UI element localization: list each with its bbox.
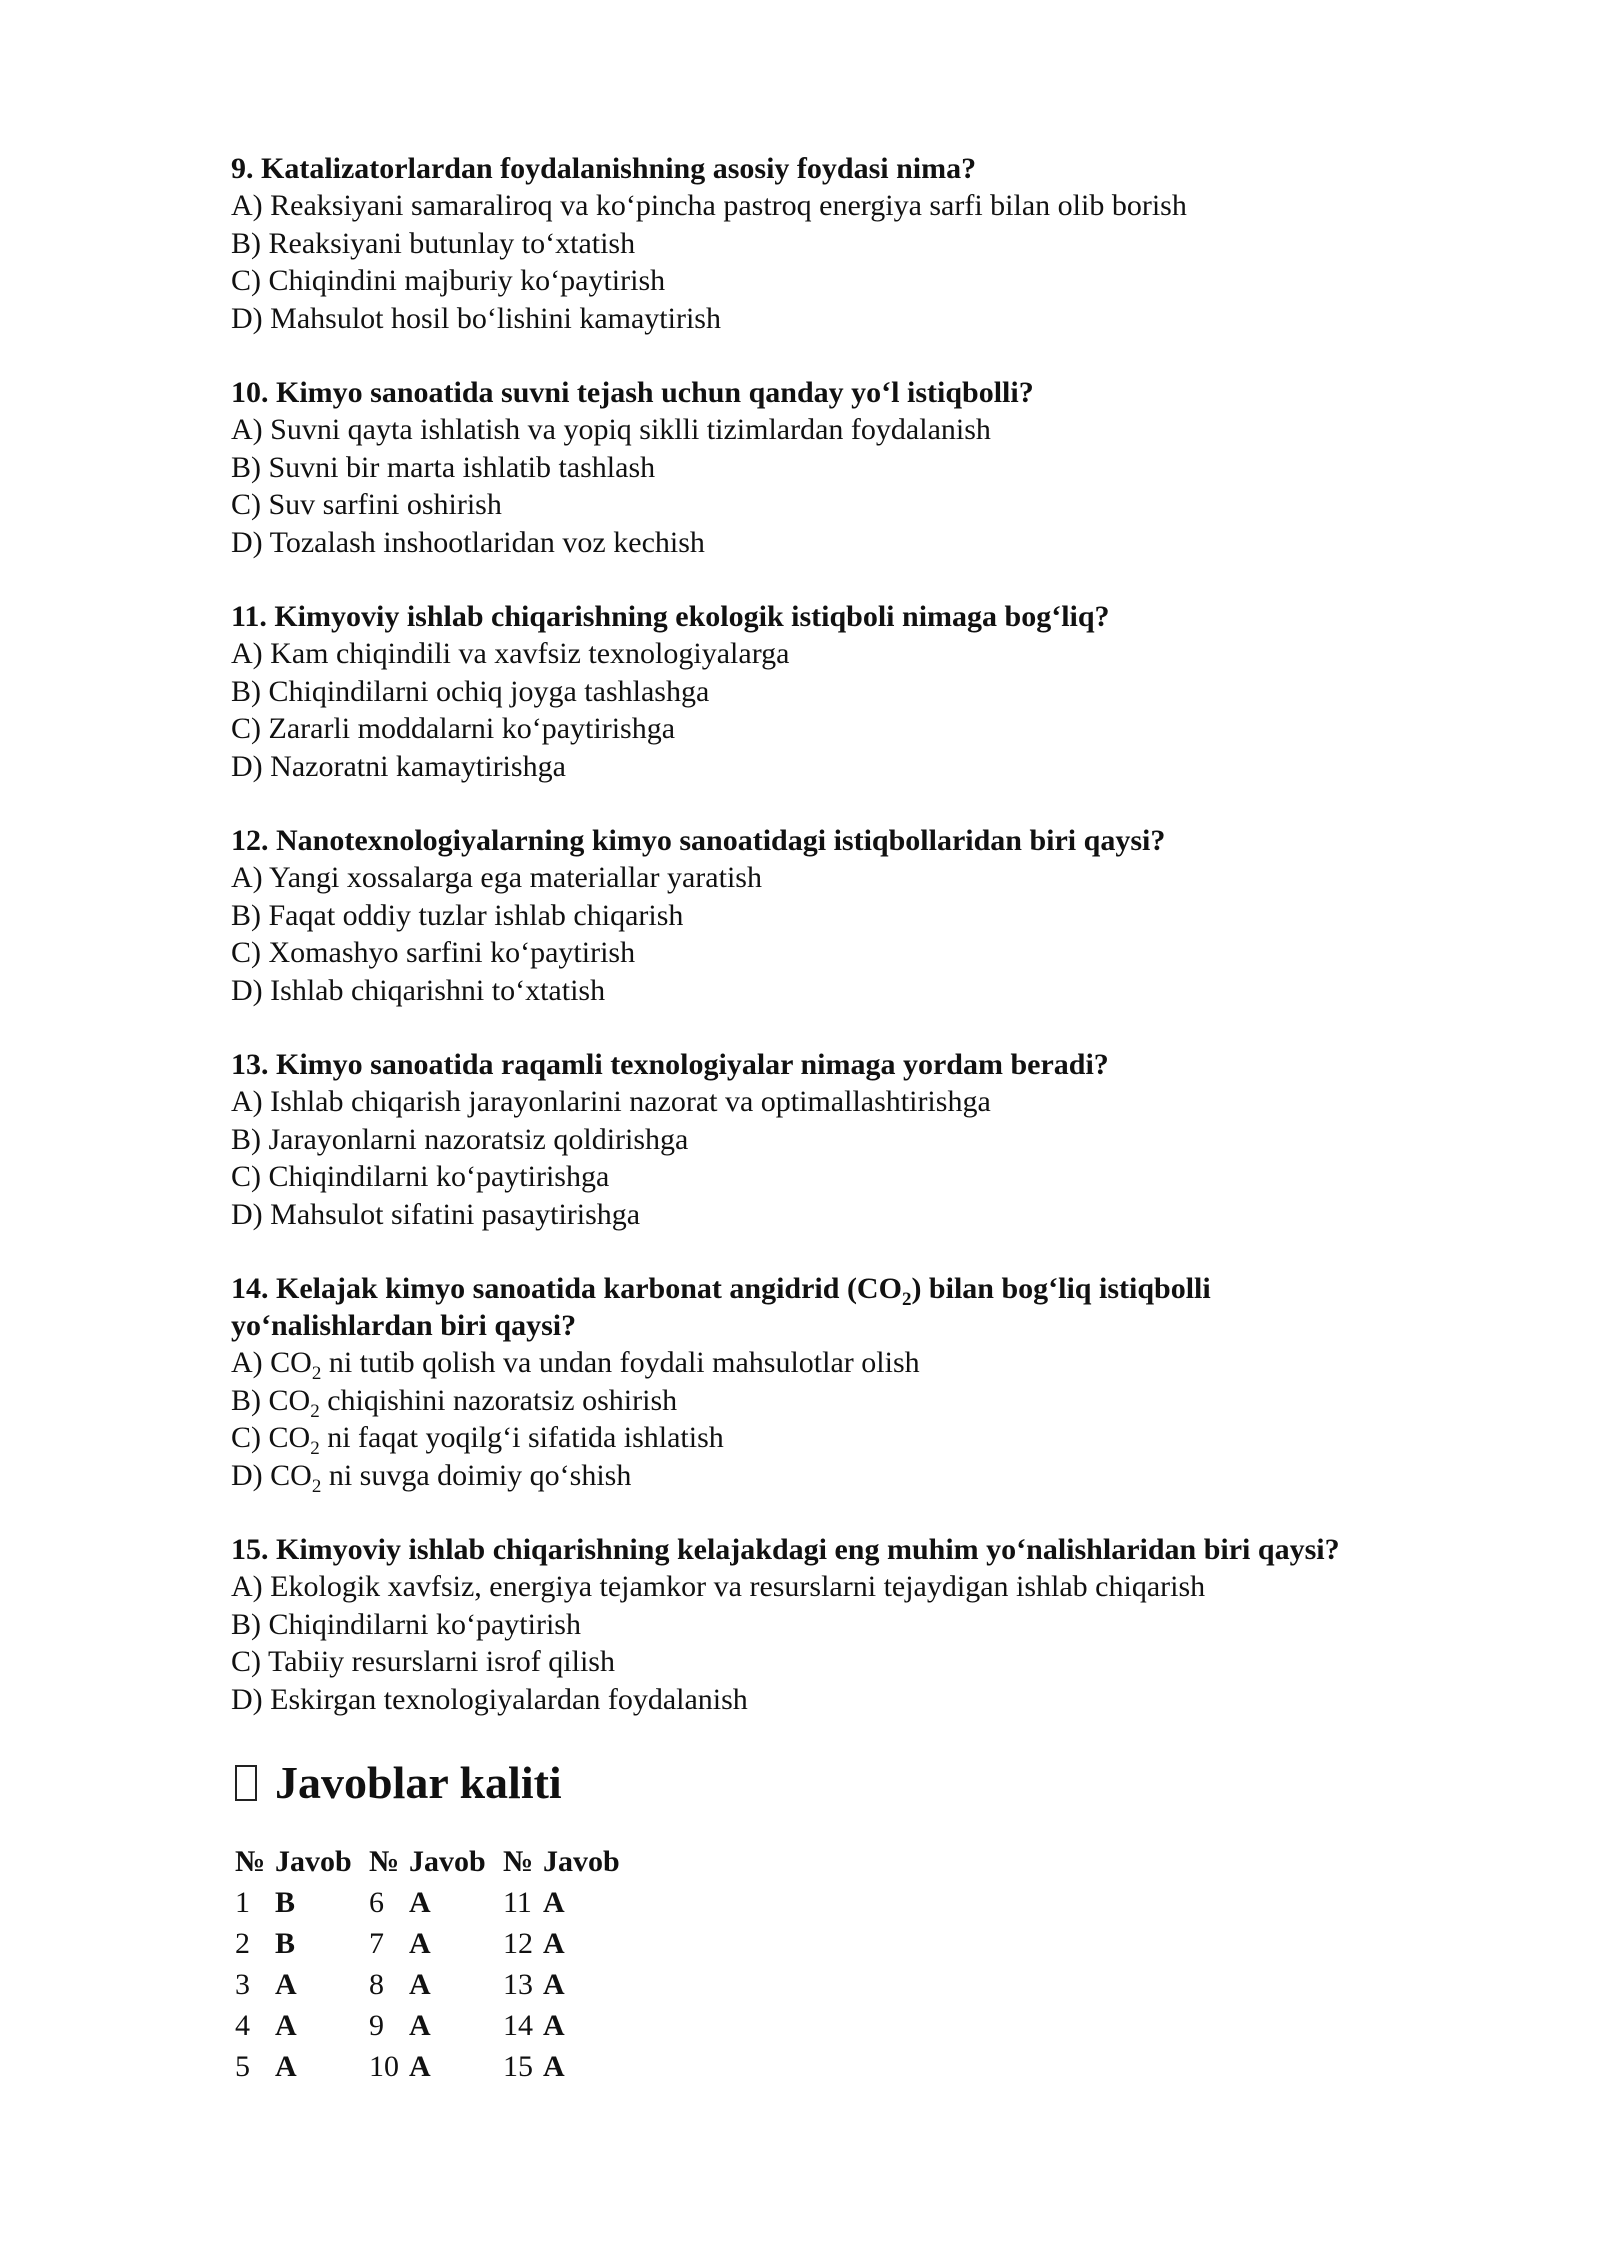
column-header: № <box>369 1844 400 1878</box>
answer-letter: A <box>543 1967 565 2001</box>
answer-letter: A <box>409 2008 431 2042</box>
question-title: 15. Kimyoviy ishlab chiqarishning kelajakdagi eng muhim yo‘nalishlaridan biri qaysi? <box>231 1533 1340 1566</box>
question-14 <box>231 1270 1431 1497</box>
option-a: A) $CO_2$ ni tutib qolish va undan foydali mahsulotlar olish <box>231 1346 920 1384</box>
option-c: C) Tabiiy resurslarni isrof qilish <box>231 1645 615 1678</box>
column-header: № <box>503 1844 534 1878</box>
answer-letter: A <box>409 1926 431 1960</box>
question-13 <box>231 1046 1431 1233</box>
table-row <box>233 2005 635 2046</box>
option-a: A) Suvni qayta ishlatish va yopiq siklli tizimlardan foydalanish <box>231 413 991 446</box>
question-12 <box>231 822 1431 1009</box>
option-b: B) Chiqindilarni ochiq joyga tashlashga <box>231 674 710 708</box>
answer-letter: A <box>409 1967 431 2001</box>
option-c: C) Xomashyo sarfini ko‘paytirish <box>231 936 636 969</box>
question-title: 10. Kimyo sanoatida suvni tejash uchun qanday yo‘l istiqbolli? <box>231 376 1034 409</box>
option-a: A) Kam chiqindili va xavfsiz texnologiyalarga <box>231 637 790 670</box>
option-b: B) Suvni bir marta ishlatib tashlash <box>231 450 656 484</box>
table-row <box>233 2046 635 2087</box>
column-header: № <box>235 1844 266 1878</box>
answer-letter: B <box>275 1926 296 1960</box>
answer-letter: A <box>543 1885 565 1919</box>
answer-key-heading <box>231 1755 1431 1811</box>
option-c: C) Chiqindini majburiy ko‘paytirish <box>231 264 666 297</box>
question-number: 7 <box>369 1926 384 1960</box>
answer-letter: A <box>543 2008 565 2042</box>
answer-letter: A <box>275 2049 297 2083</box>
question-15 <box>231 1531 1431 1718</box>
question-number: 4 <box>235 2008 250 2042</box>
question-number: 6 <box>369 1885 384 1919</box>
option-d: D) Mahsulot sifatini pasaytirishga <box>231 1197 641 1231</box>
option-c: C) $CO_2$ ni faqat yoqilg‘i sifatida ishlatish <box>231 1421 724 1459</box>
option-b: B) Jarayonlarni nazoratsiz qoldirishga <box>231 1122 689 1156</box>
document-content <box>231 150 1431 2087</box>
option-d: D) Mahsulot hosil bo‘lishini kamaytirish <box>231 301 721 335</box>
question-number: 15 <box>503 2049 533 2083</box>
option-d: D) Tozalash inshootlaridan voz kechish <box>231 525 705 559</box>
option-d: D) Nazoratni kamaytirishga <box>231 749 566 783</box>
option-a: A) Reaksiyani samaraliroq va ko‘pincha pastroq energiya sarfi bilan olib borish <box>231 189 1187 222</box>
question-number: 8 <box>369 1967 384 2001</box>
answer-key-title: Javoblar kaliti <box>275 1757 562 1808</box>
option-b: B) Chiqindilarni ko‘paytirish <box>231 1607 581 1641</box>
question-title: 12. Nanotexnologiyalarning kimyo sanoatidagi istiqbollaridan biri qaysi? <box>231 824 1166 857</box>
answer-letter: A <box>409 2049 431 2083</box>
question-10 <box>231 374 1431 561</box>
option-a: A) Ekologik xavfsiz, energiya tejamkor va resurslarni tejaydigan ishlab chiqarish <box>231 1570 1206 1603</box>
option-b: B) Reaksiyani butunlay to‘xtatish <box>231 226 636 260</box>
option-d: D) $CO_2$ ni suvga doimiy qo‘shish <box>231 1458 632 1497</box>
table-row <box>233 1923 635 1964</box>
answer-letter: A <box>275 1967 297 2001</box>
column-header: Javob <box>409 1844 486 1878</box>
question-title: 14. Kelajak kimyo sanoatida karbonat angidrid $(CO_2)$ bilan bog‘liq istiqbolli <box>231 1272 1211 1310</box>
table-row <box>233 1964 635 2005</box>
answer-key-table <box>233 1841 635 2087</box>
question-number: 9 <box>369 2008 384 2042</box>
question-title: 9. Katalizatorlardan foydalanishning asosiy foydasi nima? <box>231 152 977 185</box>
question-title-line2: yo‘nalishlardan biri qaysi? <box>231 1309 577 1342</box>
option-d: D) Ishlab chiqarishni to‘xtatish <box>231 973 606 1007</box>
question-number: 12 <box>503 1926 533 1960</box>
table-header-row <box>233 1841 635 1882</box>
column-header: Javob <box>275 1844 352 1878</box>
answer-letter: A <box>543 1926 565 1960</box>
option-b: B) Faqat oddiy tuzlar ishlab chiqarish <box>231 898 684 932</box>
option-c: C) Chiqindilarni ko‘paytirishga <box>231 1160 610 1193</box>
question-title: 13. Kimyo sanoatida raqamli texnologiyalar nimaga yordam beradi? <box>231 1048 1109 1081</box>
option-c: C) Zararli moddalarni ko‘paytirishga <box>231 712 676 745</box>
question-9 <box>231 150 1431 337</box>
table-row <box>233 1882 635 1923</box>
question-title: 11. Kimyoviy ishlab chiqarishning ekologik istiqboli nimaga bog‘liq? <box>231 600 1110 633</box>
question-number: 11 <box>503 1885 532 1919</box>
option-c: C) Suv sarfini oshirish <box>231 488 502 521</box>
question-number: 5 <box>235 2049 250 2083</box>
answer-letter: B <box>275 1885 296 1919</box>
answer-letter: A <box>275 2008 297 2042</box>
missing-glyph-icon <box>235 1765 257 1801</box>
question-number: 10 <box>369 2049 399 2083</box>
question-number: 1 <box>235 1885 250 1919</box>
question-number: 13 <box>503 1967 533 2001</box>
option-d: D) Eskirgan texnologiyalardan foydalanish <box>231 1682 748 1716</box>
question-number: 14 <box>503 2008 533 2042</box>
answer-letter: A <box>409 1885 431 1919</box>
question-number: 2 <box>235 1926 250 1960</box>
option-a: A) Yangi xossalarga ega materiallar yaratish <box>231 861 762 894</box>
question-number: 3 <box>235 1967 250 2001</box>
option-a: A) Ishlab chiqarish jarayonlarini nazorat va optimallashtirishga <box>231 1085 991 1118</box>
question-11 <box>231 598 1431 785</box>
column-header: Javob <box>543 1844 620 1878</box>
option-b: B) $CO_2$ chiqishini nazoratsiz oshirish <box>231 1383 678 1422</box>
answer-letter: A <box>543 2049 565 2083</box>
